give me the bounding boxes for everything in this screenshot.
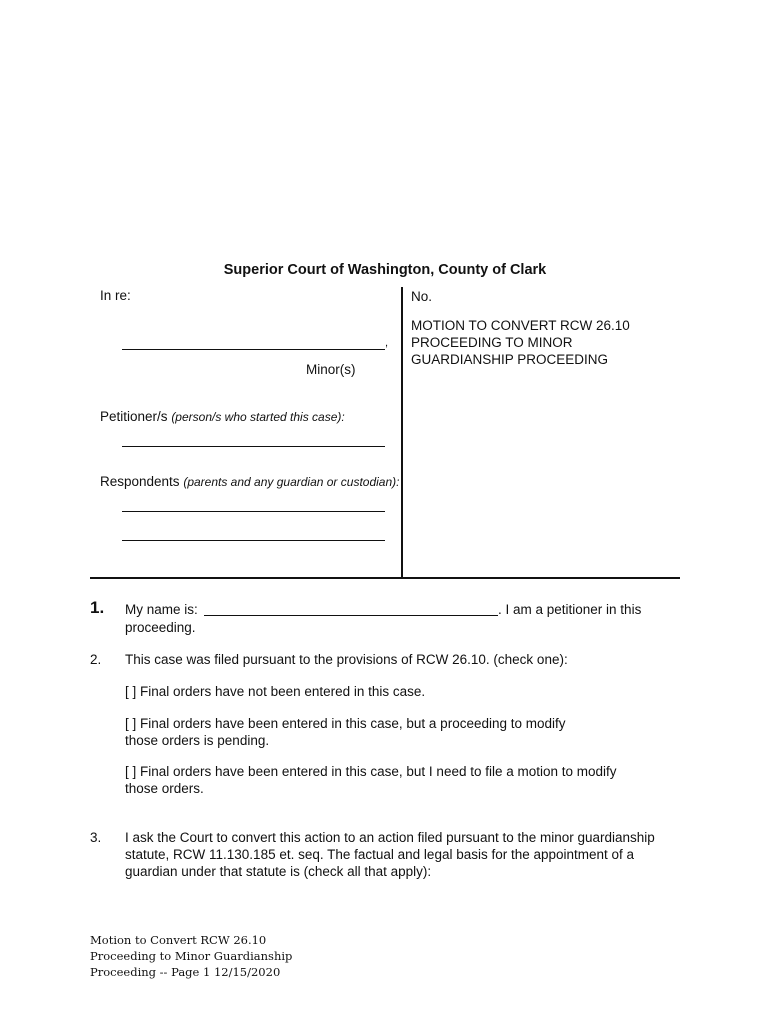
section-2-option-2-line-2: those orders is pending. bbox=[125, 733, 270, 748]
minor-name-line[interactable] bbox=[122, 349, 385, 350]
petitioners-hint: (person/s who started this case): bbox=[171, 410, 345, 424]
petitioners-label-row bbox=[100, 409, 345, 424]
court-title: Superior Court of Washington, County of Clark bbox=[223, 262, 547, 278]
motion-title-line-1: MOTION TO CONVERT RCW 26.10 bbox=[411, 318, 630, 333]
section-1-text-before: My name is: bbox=[125, 602, 198, 617]
section-1-text-after: . I am a petitioner in this bbox=[498, 602, 642, 617]
respondents-label-row bbox=[100, 474, 399, 489]
section-1-text-cont: proceeding. bbox=[125, 620, 196, 635]
section-3-number: 3. bbox=[90, 830, 102, 845]
motion-title bbox=[411, 317, 630, 368]
caption-horizontal-divider bbox=[90, 577, 680, 579]
section-3-line-3: guardian under that statute is (check all that apply): bbox=[125, 864, 432, 879]
section-2-option-2[interactable] bbox=[125, 715, 566, 749]
respondents-hint: (parents and any guardian or custodian): bbox=[183, 475, 400, 489]
section-3-line-2: statute, RCW 11.130.185 et. seq. The factual and legal basis for the appointment of a bbox=[125, 847, 635, 862]
section-2-option-3-line-1: [ ] Final orders have been entered in this case, but I need to file a motion to modify bbox=[125, 764, 617, 779]
section-3-line-1: I ask the Court to convert this action to an action filed pursuant to the minor guardianship bbox=[125, 830, 655, 845]
footer-line-3: Proceeding -- Page 1 12/15/2020 bbox=[90, 965, 281, 979]
caption-vertical-divider bbox=[401, 287, 403, 579]
minor-label: Minor(s) bbox=[306, 362, 356, 377]
motion-title-line-3: GUARDIANSHIP PROCEEDING bbox=[411, 352, 609, 367]
respondent-name-line-2[interactable] bbox=[122, 540, 385, 541]
case-number-label: No. bbox=[411, 289, 433, 304]
minor-comma: , bbox=[385, 337, 389, 349]
page-footer bbox=[90, 932, 292, 980]
section-2-option-3[interactable] bbox=[125, 763, 617, 797]
petitioner-name-line[interactable] bbox=[122, 446, 385, 447]
section-2-number: 2. bbox=[90, 652, 102, 667]
section-2-option-1[interactable]: [ ] Final orders have not been entered in this case. bbox=[125, 684, 426, 699]
in-re-label: In re: bbox=[100, 288, 131, 303]
petitioners-label: Petitioner/s bbox=[100, 409, 168, 424]
section-1-number: 1. bbox=[90, 598, 105, 617]
footer-line-1: Motion to Convert RCW 26.10 bbox=[90, 933, 267, 947]
section-3-text bbox=[125, 829, 655, 880]
motion-title-line-2: PROCEEDING TO MINOR bbox=[411, 335, 573, 350]
respondents-label: Respondents bbox=[100, 474, 180, 489]
footer-line-2: Proceeding to Minor Guardianship bbox=[90, 949, 293, 963]
petitioner-name-field[interactable] bbox=[204, 615, 498, 616]
section-2-option-2-line-1: [ ] Final orders have been entered in this case, but a proceeding to modify bbox=[125, 716, 566, 731]
section-2-option-3-line-2: those orders. bbox=[125, 781, 204, 796]
respondent-name-line-1[interactable] bbox=[122, 511, 385, 512]
section-2-text: This case was filed pursuant to the provisions of RCW 26.10. (check one): bbox=[125, 652, 568, 667]
